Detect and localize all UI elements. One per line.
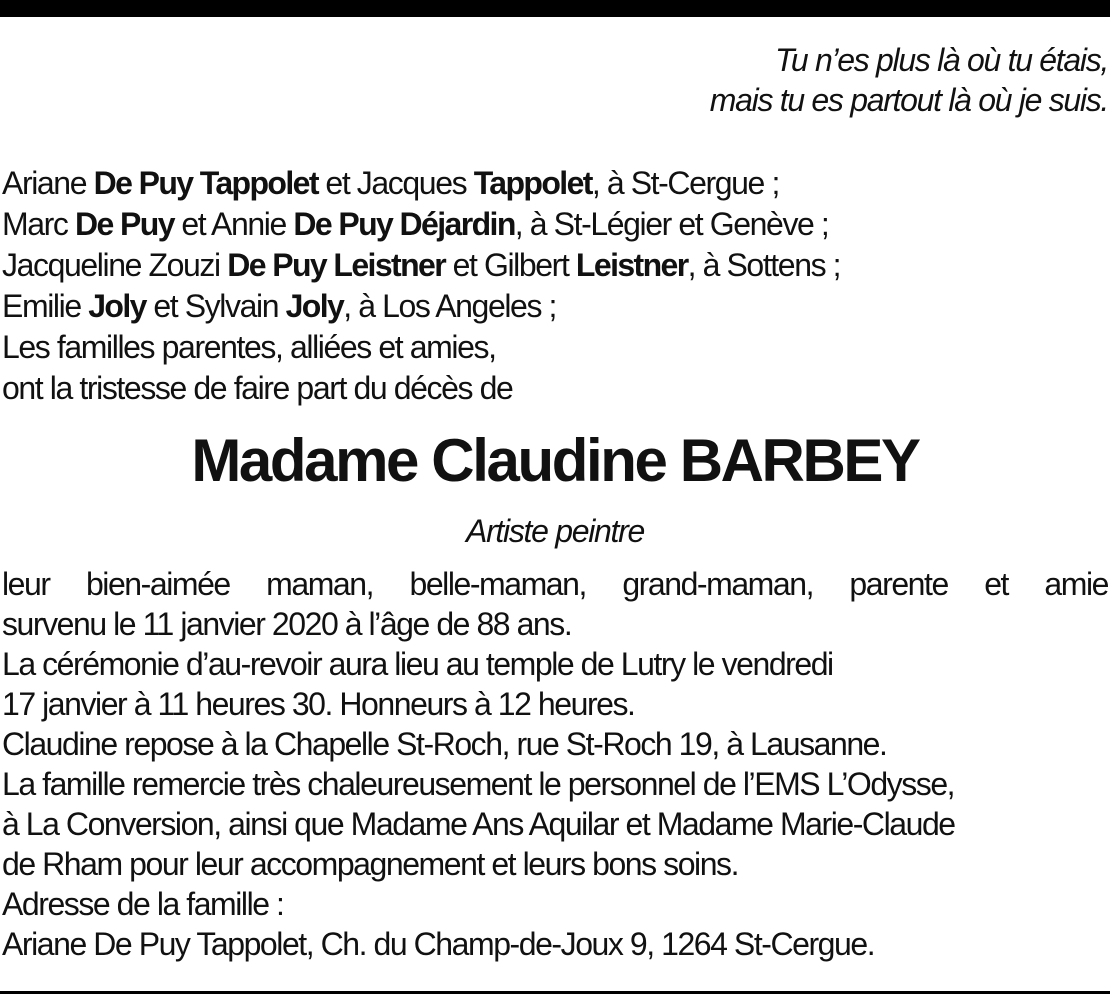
family-surname: De Puy Tappolet (93, 165, 318, 201)
family-line (2, 286, 840, 327)
body-line: La cérémonie d’au-revoir aura lieu au temple de Lutry le vendredi (2, 646, 833, 682)
epigraph-line: mais tu es partout là où je suis. (709, 82, 1108, 118)
bottom-rule (0, 991, 1110, 994)
announcement-body (2, 564, 1108, 964)
epigraph (710, 40, 1108, 120)
family-surname: De Puy (75, 206, 174, 242)
body-word: belle-maman, (409, 566, 586, 602)
family-text: Ariane (2, 165, 94, 201)
family-line (2, 245, 840, 286)
family-surname: Leistner (575, 247, 688, 283)
deceased-profession: Artiste peintre (466, 513, 644, 549)
family-surname: De Puy Leistner (227, 247, 446, 283)
family-text: Marc (2, 206, 76, 242)
family-surname: De Puy Déjardin (293, 206, 515, 242)
intro-line: Les familles parentes, alliées et amies, (2, 329, 496, 365)
family-text: , à Sottens ; (687, 247, 841, 283)
family-text: , à Los Angeles ; (343, 288, 557, 324)
body-line: Ariane De Puy Tappolet, Ch. du Champ-de-Joux 9, 1264 St-Cergue. (2, 926, 875, 962)
family-text: Emilie (2, 288, 89, 324)
body-line: Claudine repose à la Chapelle St-Roch, rue St-Roch 19, à Lausanne. (2, 726, 887, 762)
family-text: Jacqueline Zouzi (2, 247, 228, 283)
top-rule (0, 0, 1110, 17)
family-list (2, 163, 840, 409)
body-line: de Rham pour leur accompagnement et leurs bons soins. (2, 846, 739, 882)
body-line: survenu le 11 janvier 2020 à l’âge de 88 ans. (2, 606, 572, 642)
family-surname: Joly (285, 288, 344, 324)
family-text: , à St-Cergue ; (591, 165, 779, 201)
body-line: à La Conversion, ainsi que Madame Ans Aquilar et Madame Marie-Claude (2, 806, 955, 842)
family-text: et Jacques (317, 165, 474, 201)
body-word: parente (849, 566, 948, 602)
intro-line: ont la tristesse de faire part du décès de (2, 370, 513, 406)
body-word: maman, (266, 566, 374, 602)
family-text: , à St-Légier et Genève ; (514, 206, 829, 242)
body-line: La famille remercie très chaleureusement le personnel de l’EMS L’Odysse, (2, 766, 955, 802)
family-line (2, 204, 840, 245)
body-word: bien-aimée (85, 566, 230, 602)
epigraph-line: Tu n’es plus là où tu étais, (775, 42, 1108, 78)
family-line (2, 163, 840, 204)
family-surname: Tappolet (473, 165, 592, 201)
body-word: leur (2, 566, 50, 602)
body-word: et (984, 566, 1008, 602)
body-line: Adresse de la famille : (2, 886, 284, 922)
family-text: et Annie (173, 206, 294, 242)
body-first-line (2, 564, 1108, 604)
family-surname: Joly (88, 288, 146, 324)
body-word: grand-maman, (622, 566, 814, 602)
deceased-name: Madame Claudine BARBEY (191, 427, 919, 494)
family-text: et Sylvain (145, 288, 286, 324)
body-line: 17 janvier à 11 heures 30. Honneurs à 12 heures. (2, 686, 635, 722)
body-word: amie (1044, 566, 1108, 602)
family-text: et Gilbert (445, 247, 576, 283)
